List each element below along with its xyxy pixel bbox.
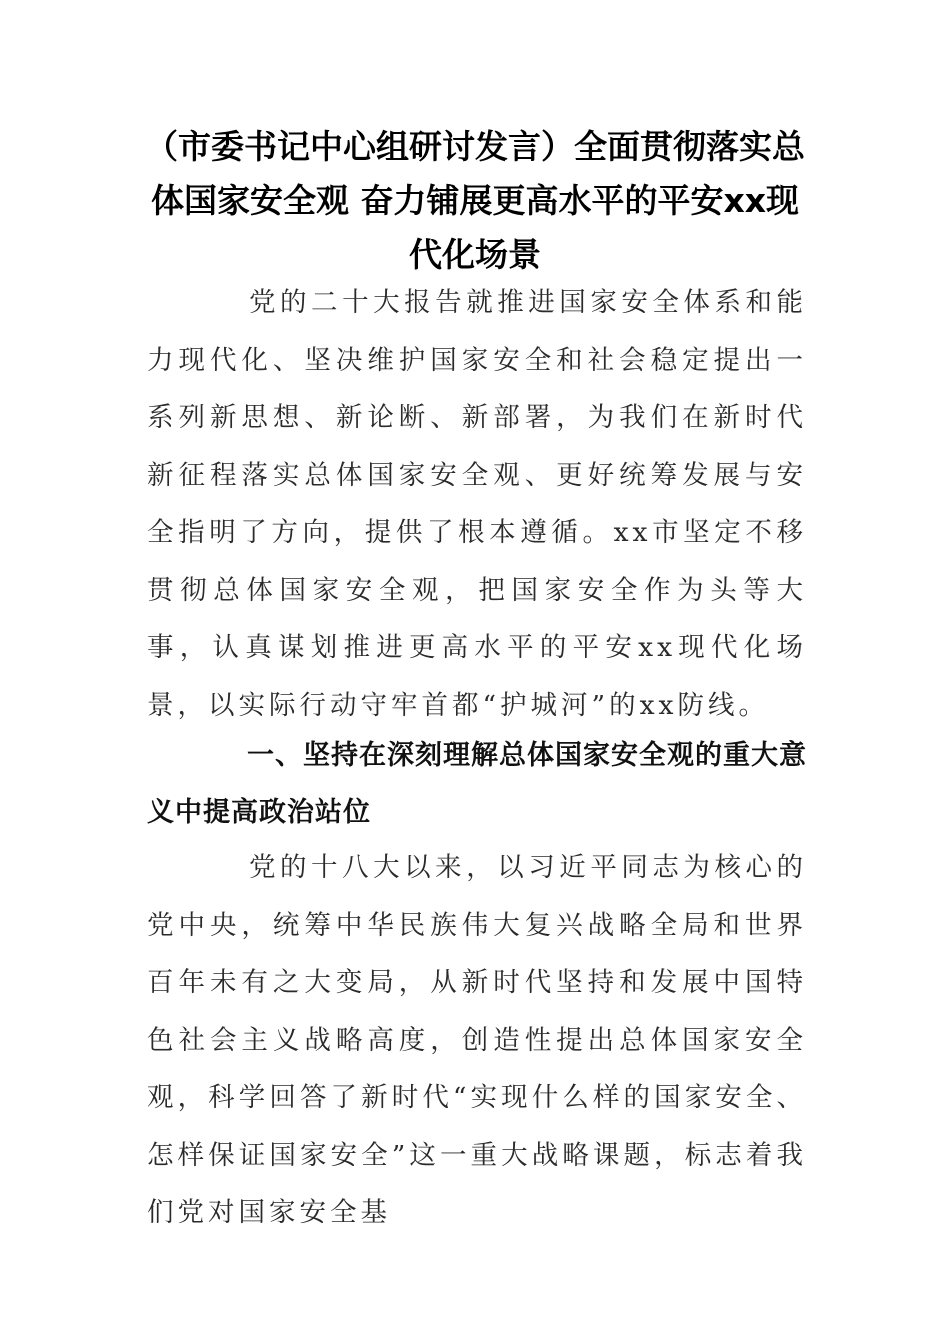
section-heading: 一、坚持在深刻理解总体国家安全观的重大意义中提高政治站位 (147, 740, 807, 828)
intro-paragraph: 党的二十大报告就推进国家安全体系和能力现代化、坚决维护国家安全和社会稳定提出一系列新思想、新论断、新部署，为我们在新时代新征程落实总体国家安全观、更好统筹发展与安全指明了方向，提供了根本遵循。xx市坚定不移贯彻总体国家安全观，把国家安全作为头等大事，认真谋划推进更高水平的平安xx现代化场景，以实际行动守牢首都“护城河”的xx防线。 (147, 287, 807, 721)
document-title: （市委书记中心组研讨发言）全面贯彻落实总体国家安全观 奋力铺展更高水平的平安xx现代化场景 (145, 127, 805, 274)
section-paragraph: 党的十八大以来，以习近平同志为核心的党中央，统筹中华民族伟大复兴战略全局和世界百年未有之大变局，从新时代坚持和发展中国特色社会主义战略高度，创造性提出总体国家安全观，科学回答了新时代“实现什么样的国家安全、怎样保证国家安全”这一重大战略课题，标志着我们党对国家安全基 (147, 852, 807, 1228)
